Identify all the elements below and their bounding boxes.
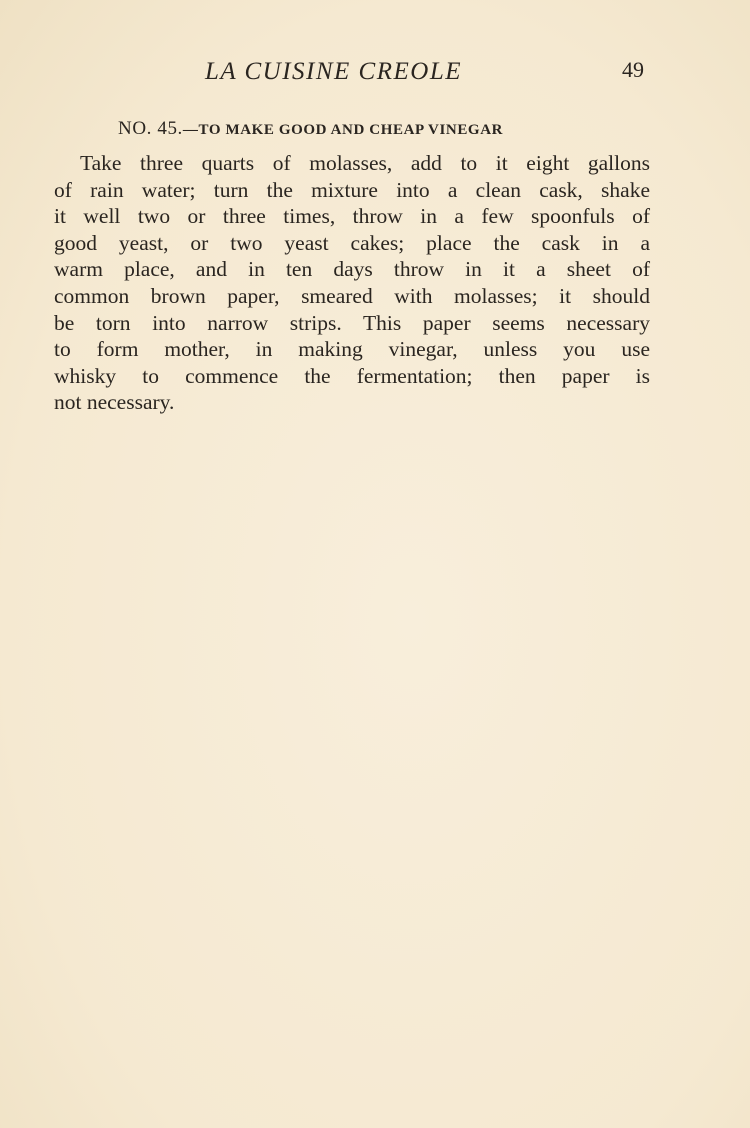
body-line: of rain water; turn the mixture into a clean cask, shake <box>54 177 650 202</box>
running-title: LA CUISINE CREOLE <box>205 58 462 85</box>
recipe-body <box>54 150 650 416</box>
body-line: to form mother, in making vinegar, unless you use <box>54 337 650 362</box>
body-line: good yeast, or two yeast cakes; place the cask in a <box>54 230 650 255</box>
body-line: it well two or three times, throw in a few spoonfuls of <box>54 204 650 229</box>
body-line: be torn into narrow strips. This paper seems necessary <box>54 310 650 335</box>
body-line: warm place, and in ten days throw in it a sheet of <box>54 257 650 282</box>
recipe-number: NO. 45. <box>118 118 183 139</box>
body-line: common brown paper, smeared with molasses; it should <box>54 283 650 308</box>
recipe-heading <box>118 118 503 140</box>
recipe-title: —TO MAKE GOOD AND CHEAP VINEGAR <box>182 122 504 138</box>
body-line: not necessary. <box>54 390 175 415</box>
page-number: 49 <box>622 57 644 82</box>
body-line: whisky to commence the fermentation; then paper is <box>54 363 650 388</box>
body-line: Take three quarts of molasses, add to it eight gallons <box>80 151 650 175</box>
